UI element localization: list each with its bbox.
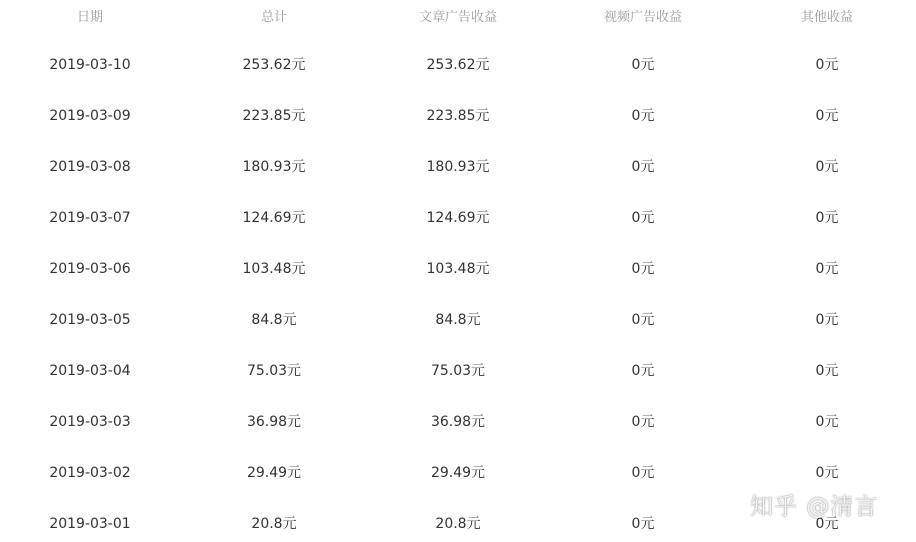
cell-video-ad-revenue: 0元: [631, 108, 655, 124]
table-row: [0, 91, 916, 142]
cell-date: 2019-03-06: [49, 261, 131, 277]
cell-date: 2019-03-07: [49, 210, 131, 226]
cell-video-ad-revenue: 0元: [631, 363, 655, 379]
cell-date: 2019-03-03: [49, 414, 131, 430]
cell-video-ad-revenue: 0元: [631, 261, 655, 277]
cell-other-revenue: 0元: [815, 57, 839, 73]
cell-video-ad-revenue: 0元: [631, 57, 655, 73]
cell-date: 2019-03-10: [49, 57, 131, 73]
cell-article-ad-revenue: 36.98元: [430, 414, 486, 430]
cell-video-ad-revenue: 0元: [631, 465, 655, 481]
table-row: [0, 295, 916, 346]
cell-other-revenue: 0元: [815, 363, 839, 379]
cell-video-ad-revenue: 0元: [631, 414, 655, 430]
cell-article-ad-revenue: 223.85元: [426, 108, 490, 124]
header-other-revenue: 其他收益: [800, 10, 854, 25]
cell-article-ad-revenue: 124.69元: [426, 210, 490, 226]
cell-total: 124.69元: [242, 210, 306, 226]
table-header-row: [0, 0, 916, 30]
cell-other-revenue: 0元: [815, 312, 839, 328]
cell-total: 20.8元: [251, 516, 297, 532]
cell-date: 2019-03-02: [49, 465, 131, 481]
cell-other-revenue: 0元: [815, 261, 839, 277]
cell-article-ad-revenue: 103.48元: [426, 261, 490, 277]
cell-total: 36.98元: [246, 414, 302, 430]
cell-video-ad-revenue: 0元: [631, 516, 655, 532]
header-date: 日期: [76, 10, 104, 25]
cell-other-revenue: 0元: [815, 465, 839, 481]
cell-other-revenue: 0元: [815, 108, 839, 124]
cell-video-ad-revenue: 0元: [631, 312, 655, 328]
header-total: 总计: [260, 10, 288, 25]
cell-other-revenue: 0元: [815, 210, 839, 226]
cell-total: 180.93元: [242, 159, 306, 175]
cell-date: 2019-03-08: [49, 159, 131, 175]
cell-date: 2019-03-09: [49, 108, 131, 124]
header-article-ad-revenue: 文章广告收益: [418, 10, 498, 25]
cell-date: 2019-03-04: [49, 363, 131, 379]
cell-video-ad-revenue: 0元: [631, 210, 655, 226]
cell-other-revenue: 0元: [815, 414, 839, 430]
cell-total: 29.49元: [246, 465, 302, 481]
cell-article-ad-revenue: 29.49元: [430, 465, 486, 481]
cell-other-revenue: 0元: [815, 516, 839, 532]
cell-total: 103.48元: [242, 261, 306, 277]
table-row: [0, 40, 916, 91]
cell-total: 253.62元: [242, 57, 306, 73]
cell-total: 75.03元: [246, 363, 302, 379]
cell-other-revenue: 0元: [815, 159, 839, 175]
cell-video-ad-revenue: 0元: [631, 159, 655, 175]
table-row: [0, 346, 916, 397]
table-row: [0, 397, 916, 448]
cell-article-ad-revenue: 180.93元: [426, 159, 490, 175]
cell-total: 84.8元: [251, 312, 297, 328]
table-row: [0, 193, 916, 244]
cell-article-ad-revenue: 20.8元: [435, 516, 481, 532]
header-video-ad-revenue: 视频广告收益: [603, 10, 683, 25]
cell-article-ad-revenue: 84.8元: [435, 312, 481, 328]
cell-article-ad-revenue: 253.62元: [426, 57, 490, 73]
table-row: [0, 244, 916, 295]
cell-total: 223.85元: [242, 108, 306, 124]
cell-article-ad-revenue: 75.03元: [430, 363, 486, 379]
cell-date: 2019-03-01: [49, 516, 131, 532]
zhihu-watermark: 知乎 @清言: [750, 494, 879, 520]
cell-date: 2019-03-05: [49, 312, 131, 328]
table-row: [0, 142, 916, 193]
